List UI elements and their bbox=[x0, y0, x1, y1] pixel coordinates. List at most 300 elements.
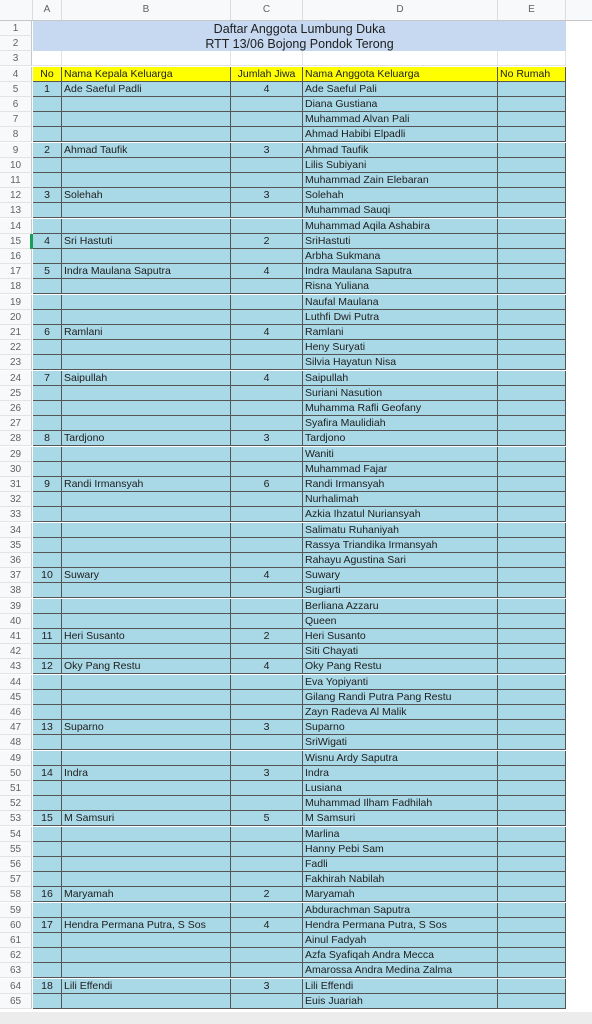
row-number[interactable]: 16 bbox=[0, 249, 32, 264]
family-no[interactable]: 4 bbox=[33, 234, 62, 249]
family-member[interactable]: Lusiana bbox=[303, 781, 498, 796]
family-member[interactable]: Heny Suryati bbox=[303, 340, 498, 355]
family-jiwa-empty[interactable] bbox=[231, 553, 303, 568]
row-number[interactable]: 33 bbox=[0, 507, 32, 522]
family-jiwa[interactable]: 4 bbox=[231, 659, 303, 674]
family-jiwa-empty[interactable] bbox=[231, 903, 303, 918]
house-number[interactable] bbox=[498, 583, 566, 598]
row-number[interactable]: 23 bbox=[0, 355, 32, 370]
family-member[interactable]: Berliana Azzaru bbox=[303, 599, 498, 614]
row-number[interactable]: 44 bbox=[0, 675, 32, 690]
family-member[interactable]: Tardjono bbox=[303, 431, 498, 446]
column-header-c[interactable]: C bbox=[231, 0, 303, 20]
header-member[interactable]: Nama Anggota Keluarga bbox=[303, 67, 498, 82]
house-number[interactable] bbox=[498, 629, 566, 644]
family-no[interactable]: 2 bbox=[33, 143, 62, 158]
family-head[interactable]: Heri Susanto bbox=[62, 629, 231, 644]
row-number[interactable]: 28 bbox=[0, 431, 32, 446]
family-member[interactable]: Zayn Radeva Al Malik bbox=[303, 705, 498, 720]
family-member[interactable]: Lilis Subiyani bbox=[303, 158, 498, 173]
house-number[interactable] bbox=[498, 264, 566, 279]
family-no[interactable]: 16 bbox=[33, 887, 62, 902]
house-number[interactable] bbox=[498, 477, 566, 492]
row-number[interactable]: 62 bbox=[0, 948, 32, 963]
family-no-empty[interactable] bbox=[33, 416, 62, 431]
family-head[interactable]: Oky Pang Restu bbox=[62, 659, 231, 674]
family-no[interactable]: 14 bbox=[33, 766, 62, 781]
family-member[interactable]: Muhammad Alvan Pali bbox=[303, 112, 498, 127]
row-number[interactable]: 53 bbox=[0, 811, 32, 826]
row-number[interactable]: 42 bbox=[0, 644, 32, 659]
column-header-e[interactable]: E bbox=[498, 0, 566, 20]
family-no[interactable]: 7 bbox=[33, 371, 62, 386]
house-number[interactable] bbox=[498, 933, 566, 948]
family-head-empty[interactable] bbox=[62, 948, 231, 963]
family-jiwa[interactable]: 2 bbox=[231, 234, 303, 249]
family-jiwa[interactable]: 3 bbox=[231, 143, 303, 158]
house-number[interactable] bbox=[498, 310, 566, 325]
family-no-empty[interactable] bbox=[33, 614, 62, 629]
family-no-empty[interactable] bbox=[33, 781, 62, 796]
family-jiwa[interactable]: 4 bbox=[231, 325, 303, 340]
row-number[interactable]: 60 bbox=[0, 918, 32, 933]
family-member[interactable]: Queen bbox=[303, 614, 498, 629]
family-member[interactable]: Suparno bbox=[303, 720, 498, 735]
family-member[interactable]: Ahmad Habibi Elpadli bbox=[303, 127, 498, 142]
family-member[interactable]: Ade Saeful Pali bbox=[303, 82, 498, 97]
family-no-empty[interactable] bbox=[33, 462, 62, 477]
family-no-empty[interactable] bbox=[33, 401, 62, 416]
row-number[interactable]: 7 bbox=[0, 112, 32, 127]
family-head[interactable]: Hendra Permana Putra, S Sos bbox=[62, 918, 231, 933]
family-head[interactable]: Suparno bbox=[62, 720, 231, 735]
family-jiwa-empty[interactable] bbox=[231, 173, 303, 188]
house-number[interactable] bbox=[498, 887, 566, 902]
family-jiwa-empty[interactable] bbox=[231, 933, 303, 948]
family-member[interactable]: Oky Pang Restu bbox=[303, 659, 498, 674]
row-number[interactable]: 14 bbox=[0, 219, 32, 234]
house-number[interactable] bbox=[498, 447, 566, 462]
row-number[interactable]: 19 bbox=[0, 295, 32, 310]
family-no-empty[interactable] bbox=[33, 295, 62, 310]
family-jiwa-empty[interactable] bbox=[231, 492, 303, 507]
family-member[interactable]: Lili Effendi bbox=[303, 979, 498, 994]
house-number[interactable] bbox=[498, 675, 566, 690]
row-number[interactable]: 27 bbox=[0, 416, 32, 431]
house-number[interactable] bbox=[498, 234, 566, 249]
family-head-empty[interactable] bbox=[62, 842, 231, 857]
house-number[interactable] bbox=[498, 127, 566, 142]
family-jiwa[interactable]: 4 bbox=[231, 82, 303, 97]
family-no-empty[interactable] bbox=[33, 249, 62, 264]
family-head-empty[interactable] bbox=[62, 507, 231, 522]
row-number[interactable]: 8 bbox=[0, 127, 32, 142]
row-number[interactable]: 37 bbox=[0, 568, 32, 583]
row-number[interactable]: 11 bbox=[0, 173, 32, 188]
row-number[interactable]: 65 bbox=[0, 994, 32, 1009]
empty-cell[interactable] bbox=[303, 51, 498, 66]
family-head[interactable]: Lili Effendi bbox=[62, 979, 231, 994]
family-member[interactable]: Azkia Ihzatul Nuriansyah bbox=[303, 507, 498, 522]
house-number[interactable] bbox=[498, 401, 566, 416]
row-number[interactable]: 46 bbox=[0, 705, 32, 720]
row-number[interactable]: 58 bbox=[0, 887, 32, 902]
family-member[interactable]: Hanny Pebi Sam bbox=[303, 842, 498, 857]
family-jiwa-empty[interactable] bbox=[231, 203, 303, 218]
house-number[interactable] bbox=[498, 249, 566, 264]
family-no[interactable]: 13 bbox=[33, 720, 62, 735]
family-member[interactable]: Heri Susanto bbox=[303, 629, 498, 644]
family-head[interactable]: Ramlani bbox=[62, 325, 231, 340]
house-number[interactable] bbox=[498, 827, 566, 842]
family-jiwa[interactable]: 4 bbox=[231, 568, 303, 583]
family-no-empty[interactable] bbox=[33, 690, 62, 705]
row-number[interactable]: 40 bbox=[0, 614, 32, 629]
row-number[interactable]: 25 bbox=[0, 386, 32, 401]
row-number[interactable]: 15 bbox=[0, 234, 32, 249]
row-number[interactable]: 5 bbox=[0, 82, 32, 97]
house-number[interactable] bbox=[498, 599, 566, 614]
row-number[interactable]: 35 bbox=[0, 538, 32, 553]
family-head-empty[interactable] bbox=[62, 492, 231, 507]
family-no-empty[interactable] bbox=[33, 827, 62, 842]
house-number[interactable] bbox=[498, 507, 566, 522]
family-member[interactable]: Hendra Permana Putra, S Sos bbox=[303, 918, 498, 933]
house-number[interactable] bbox=[498, 690, 566, 705]
family-member[interactable]: SriWigati bbox=[303, 735, 498, 750]
house-number[interactable] bbox=[498, 462, 566, 477]
family-member[interactable]: Euis Juariah bbox=[303, 994, 498, 1009]
family-no-empty[interactable] bbox=[33, 355, 62, 370]
family-head-empty[interactable] bbox=[62, 249, 231, 264]
family-head-empty[interactable] bbox=[62, 903, 231, 918]
family-jiwa-empty[interactable] bbox=[231, 842, 303, 857]
house-number[interactable] bbox=[498, 295, 566, 310]
family-jiwa-empty[interactable] bbox=[231, 507, 303, 522]
family-jiwa-empty[interactable] bbox=[231, 796, 303, 811]
family-head-empty[interactable] bbox=[62, 310, 231, 325]
family-head[interactable]: Suwary bbox=[62, 568, 231, 583]
row-number[interactable]: 10 bbox=[0, 158, 32, 173]
row-number[interactable]: 64 bbox=[0, 979, 32, 994]
house-number[interactable] bbox=[498, 811, 566, 826]
family-jiwa-empty[interactable] bbox=[231, 447, 303, 462]
family-no-empty[interactable] bbox=[33, 675, 62, 690]
family-jiwa-empty[interactable] bbox=[231, 219, 303, 234]
family-no[interactable]: 1 bbox=[33, 82, 62, 97]
house-number[interactable] bbox=[498, 173, 566, 188]
family-head-empty[interactable] bbox=[62, 127, 231, 142]
family-jiwa-empty[interactable] bbox=[231, 735, 303, 750]
family-jiwa[interactable]: 2 bbox=[231, 887, 303, 902]
family-member[interactable]: Maryamah bbox=[303, 887, 498, 902]
select-all-corner[interactable] bbox=[0, 0, 33, 20]
family-head-empty[interactable] bbox=[62, 735, 231, 750]
family-head-empty[interactable] bbox=[62, 675, 231, 690]
family-jiwa-empty[interactable] bbox=[231, 340, 303, 355]
family-jiwa-empty[interactable] bbox=[231, 994, 303, 1009]
row-number[interactable]: 63 bbox=[0, 963, 32, 978]
family-head-empty[interactable] bbox=[62, 203, 231, 218]
house-number[interactable] bbox=[498, 158, 566, 173]
family-head-empty[interactable] bbox=[62, 523, 231, 538]
family-head-empty[interactable] bbox=[62, 112, 231, 127]
family-head[interactable]: Maryamah bbox=[62, 887, 231, 902]
house-number[interactable] bbox=[498, 82, 566, 97]
family-jiwa-empty[interactable] bbox=[231, 538, 303, 553]
house-number[interactable] bbox=[498, 751, 566, 766]
family-jiwa[interactable]: 3 bbox=[231, 188, 303, 203]
family-jiwa-empty[interactable] bbox=[231, 690, 303, 705]
family-member[interactable]: Naufal Maulana bbox=[303, 295, 498, 310]
empty-cell[interactable] bbox=[231, 51, 303, 66]
family-jiwa-empty[interactable] bbox=[231, 751, 303, 766]
row-number[interactable]: 54 bbox=[0, 827, 32, 842]
family-no-empty[interactable] bbox=[33, 842, 62, 857]
family-head-empty[interactable] bbox=[62, 644, 231, 659]
family-jiwa[interactable]: 3 bbox=[231, 431, 303, 446]
family-jiwa-empty[interactable] bbox=[231, 614, 303, 629]
family-member[interactable]: Rassya Triandika Irmansyah bbox=[303, 538, 498, 553]
house-number[interactable] bbox=[498, 644, 566, 659]
house-number[interactable] bbox=[498, 796, 566, 811]
family-member[interactable]: Gilang Randi Putra Pang Restu bbox=[303, 690, 498, 705]
family-head-empty[interactable] bbox=[62, 690, 231, 705]
row-number[interactable]: 22 bbox=[0, 340, 32, 355]
family-head-empty[interactable] bbox=[62, 796, 231, 811]
family-head[interactable]: Sri Hastuti bbox=[62, 234, 231, 249]
row-number[interactable]: 51 bbox=[0, 781, 32, 796]
family-head-empty[interactable] bbox=[62, 462, 231, 477]
family-head-empty[interactable] bbox=[62, 279, 231, 294]
row-number[interactable]: 17 bbox=[0, 264, 32, 279]
family-member[interactable]: Fadli bbox=[303, 857, 498, 872]
family-member[interactable]: Muhammad Ilham Fadhilah bbox=[303, 796, 498, 811]
empty-cell[interactable] bbox=[498, 51, 566, 66]
family-jiwa[interactable]: 3 bbox=[231, 766, 303, 781]
family-no-empty[interactable] bbox=[33, 523, 62, 538]
house-number[interactable] bbox=[498, 553, 566, 568]
family-no-empty[interactable] bbox=[33, 158, 62, 173]
house-number[interactable] bbox=[498, 720, 566, 735]
family-jiwa-empty[interactable] bbox=[231, 295, 303, 310]
family-no-empty[interactable] bbox=[33, 796, 62, 811]
family-no-empty[interactable] bbox=[33, 751, 62, 766]
house-number[interactable] bbox=[498, 416, 566, 431]
row-number[interactable]: 29 bbox=[0, 447, 32, 462]
family-member[interactable]: M Samsuri bbox=[303, 811, 498, 826]
family-member[interactable]: Silvia Hayatun Nisa bbox=[303, 355, 498, 370]
family-head-empty[interactable] bbox=[62, 97, 231, 112]
family-no-empty[interactable] bbox=[33, 112, 62, 127]
family-no-empty[interactable] bbox=[33, 97, 62, 112]
family-head[interactable]: Indra bbox=[62, 766, 231, 781]
family-member[interactable]: Ramlani bbox=[303, 325, 498, 340]
family-head[interactable]: Indra Maulana Saputra bbox=[62, 264, 231, 279]
row-number[interactable]: 61 bbox=[0, 933, 32, 948]
family-no-empty[interactable] bbox=[33, 507, 62, 522]
family-head-empty[interactable] bbox=[62, 295, 231, 310]
family-no-empty[interactable] bbox=[33, 735, 62, 750]
family-member[interactable]: SriHastuti bbox=[303, 234, 498, 249]
family-jiwa[interactable]: 4 bbox=[231, 264, 303, 279]
family-no-empty[interactable] bbox=[33, 553, 62, 568]
family-jiwa-empty[interactable] bbox=[231, 781, 303, 796]
row-number[interactable]: 57 bbox=[0, 872, 32, 887]
house-number[interactable] bbox=[498, 872, 566, 887]
house-number[interactable] bbox=[498, 903, 566, 918]
house-number[interactable] bbox=[498, 568, 566, 583]
family-no-empty[interactable] bbox=[33, 872, 62, 887]
empty-cell[interactable] bbox=[33, 51, 62, 66]
family-member[interactable]: Wisnu Ardy Saputra bbox=[303, 751, 498, 766]
family-jiwa-empty[interactable] bbox=[231, 857, 303, 872]
house-number[interactable] bbox=[498, 371, 566, 386]
family-jiwa-empty[interactable] bbox=[231, 416, 303, 431]
family-no[interactable]: 10 bbox=[33, 568, 62, 583]
family-no-empty[interactable] bbox=[33, 386, 62, 401]
family-head-empty[interactable] bbox=[62, 857, 231, 872]
family-no-empty[interactable] bbox=[33, 219, 62, 234]
house-number[interactable] bbox=[498, 523, 566, 538]
family-jiwa[interactable]: 2 bbox=[231, 629, 303, 644]
family-member[interactable]: Salimatu Ruhaniyah bbox=[303, 523, 498, 538]
row-number[interactable]: 1 bbox=[0, 21, 32, 36]
family-head[interactable]: Solehah bbox=[62, 188, 231, 203]
family-head-empty[interactable] bbox=[62, 827, 231, 842]
family-member[interactable]: Muhammad Sauqi bbox=[303, 203, 498, 218]
house-number[interactable] bbox=[498, 857, 566, 872]
family-no[interactable]: 11 bbox=[33, 629, 62, 644]
house-number[interactable] bbox=[498, 766, 566, 781]
family-jiwa-empty[interactable] bbox=[231, 249, 303, 264]
family-no-empty[interactable] bbox=[33, 705, 62, 720]
family-head-empty[interactable] bbox=[62, 173, 231, 188]
column-header-b[interactable]: B bbox=[62, 0, 231, 20]
family-no-empty[interactable] bbox=[33, 933, 62, 948]
house-number[interactable] bbox=[498, 918, 566, 933]
header-rumah[interactable]: No Rumah bbox=[498, 67, 566, 82]
family-no[interactable]: 5 bbox=[33, 264, 62, 279]
house-number[interactable] bbox=[498, 112, 566, 127]
row-number[interactable]: 6 bbox=[0, 97, 32, 112]
family-member[interactable]: Marlina bbox=[303, 827, 498, 842]
house-number[interactable] bbox=[498, 781, 566, 796]
column-header-a[interactable]: A bbox=[33, 0, 62, 20]
family-jiwa[interactable]: 4 bbox=[231, 918, 303, 933]
family-head-empty[interactable] bbox=[62, 599, 231, 614]
family-member[interactable]: Muhammad Fajar bbox=[303, 462, 498, 477]
row-number[interactable]: 30 bbox=[0, 462, 32, 477]
family-member[interactable]: Saipullah bbox=[303, 371, 498, 386]
family-no-empty[interactable] bbox=[33, 994, 62, 1009]
family-member[interactable]: Muhammad Zain Elebaran bbox=[303, 173, 498, 188]
family-member[interactable]: Siti Chayati bbox=[303, 644, 498, 659]
family-jiwa-empty[interactable] bbox=[231, 948, 303, 963]
family-no[interactable]: 12 bbox=[33, 659, 62, 674]
row-number[interactable]: 26 bbox=[0, 401, 32, 416]
row-number[interactable]: 36 bbox=[0, 553, 32, 568]
family-head-empty[interactable] bbox=[62, 583, 231, 598]
family-head-empty[interactable] bbox=[62, 994, 231, 1009]
house-number[interactable] bbox=[498, 279, 566, 294]
family-head[interactable]: Ahmad Taufik bbox=[62, 143, 231, 158]
house-number[interactable] bbox=[498, 963, 566, 978]
row-number[interactable]: 24 bbox=[0, 371, 32, 386]
family-head-empty[interactable] bbox=[62, 933, 231, 948]
row-number[interactable]: 12 bbox=[0, 188, 32, 203]
header-no[interactable]: No bbox=[33, 67, 62, 82]
row-number[interactable]: 43 bbox=[0, 659, 32, 674]
family-jiwa[interactable]: 5 bbox=[231, 811, 303, 826]
family-no-empty[interactable] bbox=[33, 310, 62, 325]
row-number[interactable]: 20 bbox=[0, 310, 32, 325]
family-member[interactable]: Ainul Fadyah bbox=[303, 933, 498, 948]
row-number[interactable]: 38 bbox=[0, 583, 32, 598]
family-member[interactable]: Risna Yuliana bbox=[303, 279, 498, 294]
house-number[interactable] bbox=[498, 431, 566, 446]
family-jiwa-empty[interactable] bbox=[231, 599, 303, 614]
family-member[interactable]: Luthfi Dwi Putra bbox=[303, 310, 498, 325]
row-number[interactable]: 39 bbox=[0, 599, 32, 614]
row-number[interactable]: 52 bbox=[0, 796, 32, 811]
house-number[interactable] bbox=[498, 538, 566, 553]
house-number[interactable] bbox=[498, 994, 566, 1009]
family-jiwa-empty[interactable] bbox=[231, 827, 303, 842]
family-member[interactable]: Amarossa Andra Medina Zalma bbox=[303, 963, 498, 978]
house-number[interactable] bbox=[498, 219, 566, 234]
house-number[interactable] bbox=[498, 659, 566, 674]
family-no[interactable]: 3 bbox=[33, 188, 62, 203]
family-jiwa[interactable]: 3 bbox=[231, 979, 303, 994]
family-no-empty[interactable] bbox=[33, 948, 62, 963]
family-head-empty[interactable] bbox=[62, 963, 231, 978]
house-number[interactable] bbox=[498, 203, 566, 218]
row-number[interactable]: 21 bbox=[0, 325, 32, 340]
family-head-empty[interactable] bbox=[62, 553, 231, 568]
house-number[interactable] bbox=[498, 842, 566, 857]
family-head[interactable]: Tardjono bbox=[62, 431, 231, 446]
row-number[interactable]: 32 bbox=[0, 492, 32, 507]
family-no-empty[interactable] bbox=[33, 203, 62, 218]
family-head-empty[interactable] bbox=[62, 355, 231, 370]
house-number[interactable] bbox=[498, 614, 566, 629]
family-member[interactable]: Solehah bbox=[303, 188, 498, 203]
family-jiwa-empty[interactable] bbox=[231, 112, 303, 127]
family-no-empty[interactable] bbox=[33, 538, 62, 553]
family-jiwa[interactable]: 3 bbox=[231, 720, 303, 735]
family-head-empty[interactable] bbox=[62, 416, 231, 431]
family-no-empty[interactable] bbox=[33, 340, 62, 355]
family-head-empty[interactable] bbox=[62, 158, 231, 173]
family-head-empty[interactable] bbox=[62, 219, 231, 234]
row-number[interactable]: 45 bbox=[0, 690, 32, 705]
family-member[interactable]: Indra bbox=[303, 766, 498, 781]
family-member[interactable]: Rahayu Agustina Sari bbox=[303, 553, 498, 568]
family-head-empty[interactable] bbox=[62, 872, 231, 887]
house-number[interactable] bbox=[498, 355, 566, 370]
family-jiwa-empty[interactable] bbox=[231, 97, 303, 112]
family-head-empty[interactable] bbox=[62, 447, 231, 462]
row-number[interactable]: 13 bbox=[0, 203, 32, 218]
house-number[interactable] bbox=[498, 325, 566, 340]
family-no-empty[interactable] bbox=[33, 173, 62, 188]
family-member[interactable]: Ahmad Taufik bbox=[303, 143, 498, 158]
family-no-empty[interactable] bbox=[33, 963, 62, 978]
family-member[interactable]: Azfa Syafiqah Andra Mecca bbox=[303, 948, 498, 963]
family-no[interactable]: 15 bbox=[33, 811, 62, 826]
family-head-empty[interactable] bbox=[62, 614, 231, 629]
